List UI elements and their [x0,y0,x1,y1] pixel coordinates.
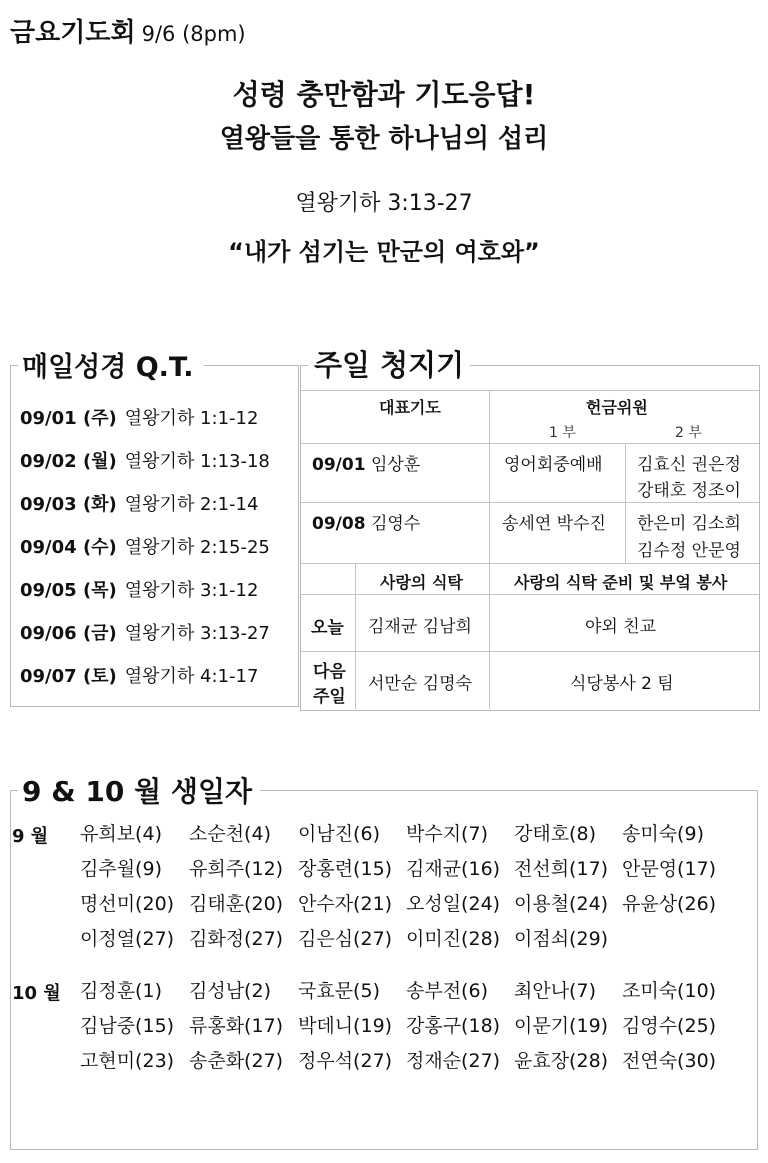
qt-date: 09/04 (수) [20,537,117,558]
birthday-name: 김남중(15) [80,1015,175,1037]
birthday-name: 류홍화(17) [189,1015,284,1037]
birthday-name: 유희보(4) [80,823,162,845]
table-divider [489,390,490,563]
table-divider [355,563,356,709]
qt-row [20,619,270,645]
qt-row [20,662,258,688]
steward-svc2: 한은미 김소희 [637,514,741,534]
birthday-name: 송미숙(9) [622,823,704,845]
birthday-name: 강홍구(18) [406,1015,501,1037]
birthday-name: 유희주(12) [189,858,284,880]
qt-date: 09/06 (금) [20,623,117,644]
qt-passage: 열왕기하 4:1-17 [124,666,259,687]
steward-svc2: 김수정 안문영 [637,541,741,561]
birthday-name: 김태훈(20) [189,893,284,915]
table-divider [301,443,759,444]
birthday-name: 김추월(9) [80,858,162,880]
birthday-name: 김성남(2) [189,980,271,1002]
today-label: 오늘 [311,618,344,638]
service-1-label: 1 부 [549,425,576,441]
steward-svc1: 영어회중예배 [504,455,603,475]
birthday-name: 이정열(27) [80,928,175,950]
birthday-name: 이미진(28) [406,928,501,950]
qt-passage: 열왕기하 3:1-12 [124,580,259,601]
qt-title: 매일성경 Q.T. [18,345,204,384]
qt-date: 09/02 (월) [20,451,117,472]
birthday-name: 명선미(20) [80,893,175,915]
qt-row [20,576,258,602]
birthday-name: 송춘화(27) [189,1050,284,1072]
birthday-name: 전선희(17) [514,858,609,880]
birthday-name: 박데니(19) [298,1015,393,1037]
birthday-name: 전연숙(30) [622,1050,717,1072]
table-divider [301,651,759,652]
next-sunday-label: 다음 [313,662,346,682]
birthday-name: 이문기(19) [514,1015,609,1037]
birthday-name: 김정훈(1) [80,980,162,1002]
birthday-name: 윤효장(28) [514,1050,609,1072]
birthday-name: 정재순(27) [406,1050,501,1072]
qt-passage: 열왕기하 3:13-27 [124,623,270,644]
steward-prayer: 임상훈 [370,455,421,475]
next-service: 식당봉사 2 팀 [570,674,674,694]
next-sunday-label: 주일 [313,687,346,707]
friday-prayer-title: 금요기도회 [10,18,136,48]
birthday-name: 김은심(27) [298,928,393,950]
qt-row [20,533,270,559]
sermon-reference: 열왕기하 3:13-27 [295,191,473,216]
love-table-header: 사랑의 식탁 [380,573,463,592]
birthday-name: 정우석(27) [298,1050,393,1072]
month-label-september: 9 월 [12,826,49,847]
birthday-name: 이용철(24) [514,893,609,915]
qt-date: 09/01 (주) [20,408,117,429]
steward-row-date [312,509,420,534]
steward-prayer: 김영수 [370,514,421,534]
kitchen-service-header: 사랑의 식탁 준비 및 부엌 봉사 [514,573,728,592]
today-love-table: 김재균 김남희 [368,617,472,637]
steward-svc2: 강태호 정조이 [637,481,741,501]
qt-passage: 열왕기하 1:13-18 [124,451,270,472]
sermon-subtitle: 열왕들을 통한 하나님의 섭리 [219,124,549,154]
next-love-table: 서만순 김명숙 [368,674,472,694]
birthday-name: 최안나(7) [514,980,596,1002]
steward-date: 09/08 [312,514,366,534]
table-divider [301,594,759,595]
sermon-title: 성령 충만함과 기도응답! [232,78,536,111]
birthday-name: 장홍련(15) [298,858,393,880]
birthday-name: 유윤상(26) [622,893,717,915]
qt-row [20,447,270,473]
birthday-title: 9 & 10 월 생일자 [18,770,260,810]
birthday-name: 고현미(23) [80,1050,175,1072]
steward-svc2: 김효신 권은정 [637,455,741,475]
birthday-name: 안문영(17) [622,858,717,880]
birthday-name: 강태호(8) [514,823,596,845]
birthday-name: 오성일(24) [406,893,501,915]
friday-prayer-date: 9/6 (8pm) [141,22,246,46]
table-divider [301,390,759,391]
birthday-name: 김화정(27) [189,928,284,950]
birthday-name: 국효문(5) [298,980,380,1002]
birthday-name: 김재균(16) [406,858,501,880]
table-divider [489,563,490,709]
qt-date: 09/07 (토) [20,666,117,687]
header-offering: 헌금위원 [586,398,648,417]
qt-date: 09/05 (목) [20,580,117,601]
today-service: 야외 친교 [585,617,657,637]
qt-row [20,490,258,516]
birthday-name: 소순천(4) [189,823,271,845]
qt-passage: 열왕기하 2:15-25 [124,537,270,558]
sunday-title: 주일 청지기 [308,343,470,384]
service-2-label: 2 부 [675,425,702,441]
table-divider [301,502,759,503]
sermon-quote: “내가 섬기는 만군의 여호와” [228,238,540,266]
birthday-name: 조미숙(10) [622,980,717,1002]
birthday-name: 안수자(21) [298,893,393,915]
steward-row-date [312,450,420,475]
birthday-name: 김영수(25) [622,1015,717,1037]
header-prayer: 대표기도 [379,398,441,417]
steward-date: 09/01 [312,455,366,475]
steward-svc1: 송세연 박수진 [502,514,606,534]
qt-passage: 열왕기하 1:1-12 [124,408,259,429]
table-divider [625,443,626,563]
birthday-name: 이점쇠(29) [514,928,609,950]
birthday-name: 송부전(6) [406,980,488,1002]
page-title [10,12,246,49]
qt-passage: 열왕기하 2:1-14 [124,494,259,515]
birthday-name: 박수지(7) [406,823,488,845]
qt-row [20,404,258,430]
qt-date: 09/03 (화) [20,494,117,515]
birthday-name: 이남진(6) [298,823,380,845]
month-label-october: 10 월 [12,983,61,1004]
table-divider [301,563,759,564]
